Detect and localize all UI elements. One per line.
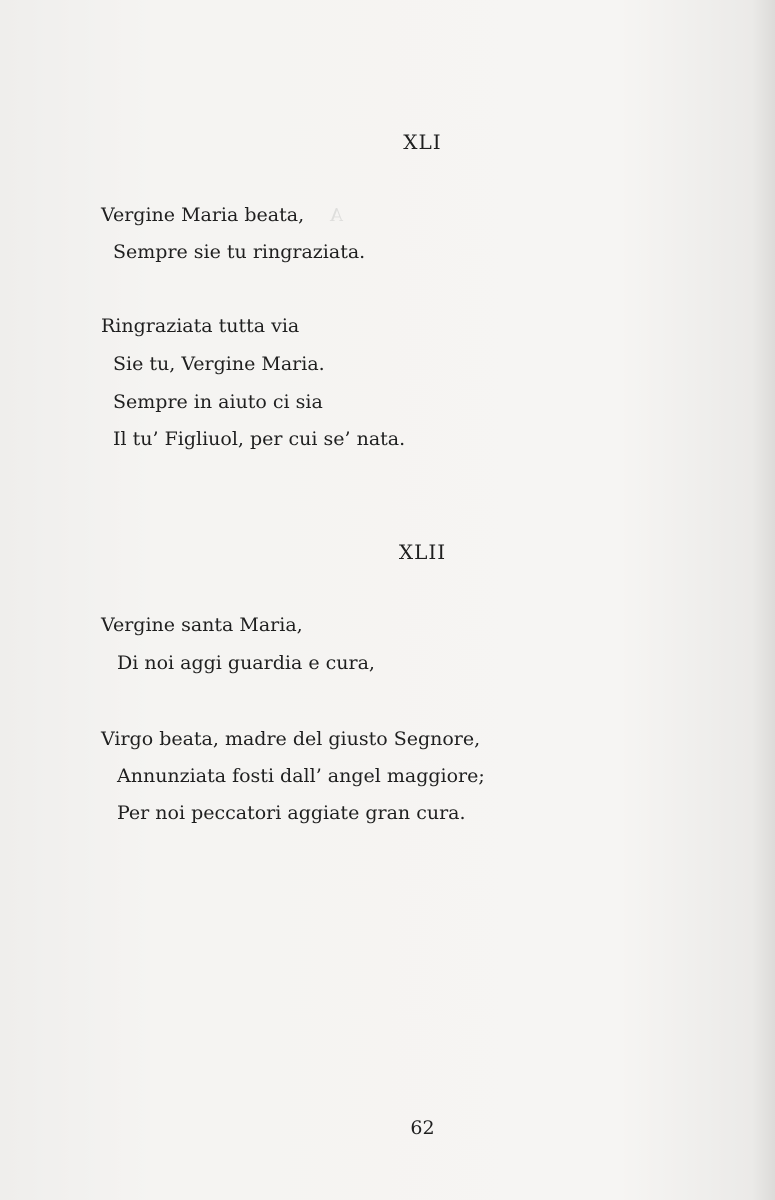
poem-42-line-5: Per noi peccatori aggiate gran cura.	[117, 802, 466, 824]
poem-42-number: XLII	[398, 540, 447, 564]
poem-41-number: XLI	[403, 130, 442, 154]
poem-41-line-3: Ringraziata tutta via	[101, 315, 300, 337]
poem-42-line-1: Vergine santa Maria,	[101, 614, 303, 636]
poem-41-line-4: Sie tu, Vergine Maria.	[113, 353, 325, 375]
poem-42-line-4: Annunziata fosti dall’ angel maggiore;	[117, 765, 485, 787]
poem-41-line-5: Sempre in aiuto ci sia	[113, 391, 323, 413]
poem-41-line-6: Il tu’ Figliuol, per cui se’ nata.	[113, 428, 406, 450]
bleed-through-texture: A	[330, 205, 343, 226]
page-number: 62	[410, 1117, 435, 1139]
poem-42-line-3: Virgo beata, madre del giusto Segnore,	[101, 728, 481, 750]
poem-41-line-1: Vergine Maria beata,	[101, 204, 305, 226]
poem-42-line-2: Di noi aggi guardia e cura,	[117, 652, 375, 674]
poem-41-line-2: Sempre sie tu ringraziata.	[113, 241, 366, 263]
